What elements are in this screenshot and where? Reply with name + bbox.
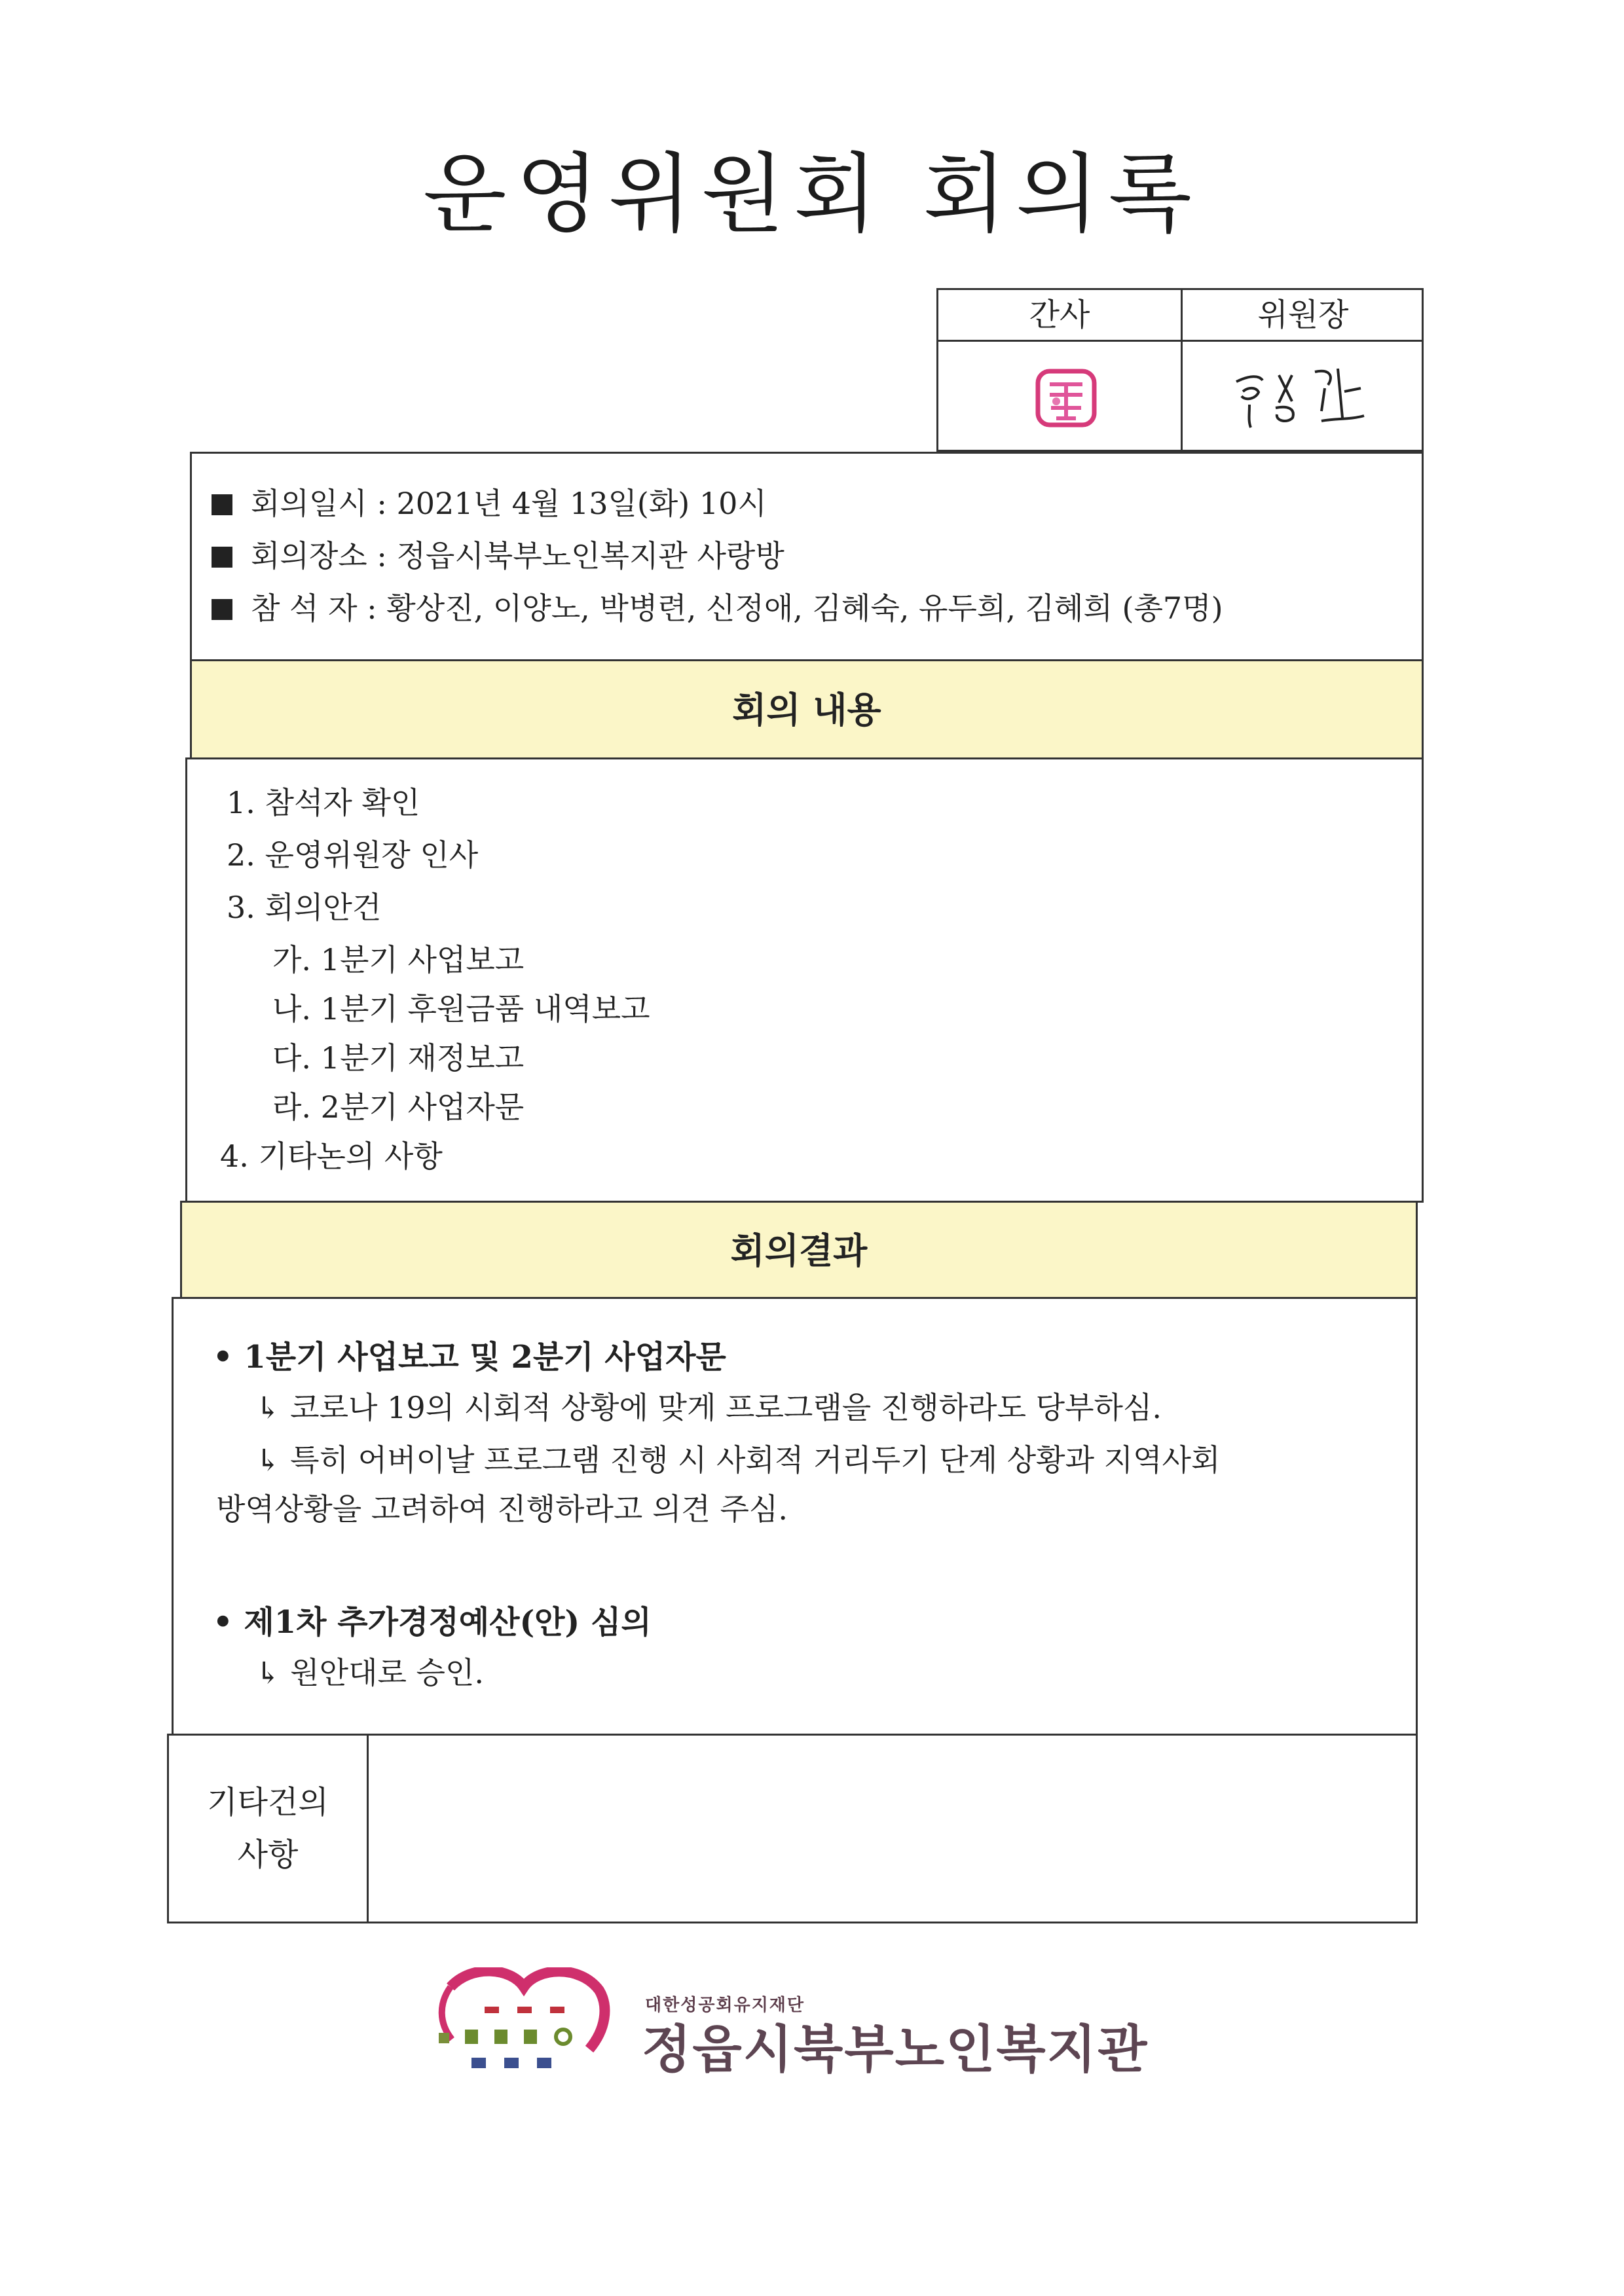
etc-label-line2: 사항 [237,1836,299,1873]
agenda-item: 2. 운영위원장 인사 [227,837,479,873]
square-bullet-icon [212,599,232,620]
agenda-item: 4. 기타논의 사항 [220,1139,443,1174]
result-topic: • 1분기 사업보고 및 2분기 사업자문 [213,1339,726,1376]
foundation-name: 대한성공회유지재단 [645,1995,805,2015]
meeting-place-row [212,532,784,575]
page-title: 운영위원회 회의록 [422,144,1202,245]
result-detail: ↳ 특히 어버이날 프로그램 진행 시 사회적 거리두기 단계 상황과 지역사회 [255,1442,1221,1478]
contents-box [185,757,1424,1203]
chair-signature [1230,355,1374,434]
result-detail: ↳ 코로나 19의 시회적 상황에 맞게 프로그램을 진행하라도 당부하심. [255,1390,1162,1425]
square-bullet-icon [212,494,232,515]
approval-label-secretary: 간사 [1029,297,1090,333]
meeting-date-row [212,480,767,523]
result-topic: • 제1차 추가경정예산(안) 심의 [213,1604,652,1641]
meeting-place: 회의장소 : 정읍시북부노인복지관 사랑방 [251,538,784,574]
etc-box [167,1734,1418,1923]
agenda-item: 1. 참석자 확인 [227,785,420,820]
agenda-subitem: 가. 1분기 사업보고 [272,942,525,977]
organization-name: 정읍시북부노인복지관 [642,2020,1149,2079]
agenda-subitem: 다. 1분기 재정보고 [272,1040,525,1076]
agenda-subitem: 라. 2분기 사업자문 [272,1089,525,1125]
meeting-date: 회의일시 : 2021년 4월 13일(화) 10시 [251,486,767,521]
result-detail: ↳ 원안대로 승인. [255,1655,485,1690]
approval-label-chair: 위원장 [1257,297,1349,333]
etc-label [169,1736,369,1922]
agenda-subitem: 나. 1분기 후원금품 내역보고 [272,991,650,1027]
result-detail: 방역상황을 고려하여 진행하라고 의견 주심. [216,1491,788,1527]
meeting-attendees: 참 석 자 : 황상진, 이양노, 박병련, 신정애, 김혜숙, 유두희, 김혜희 (총7명) [251,591,1223,626]
etc-label-line1: 기타건의 [207,1784,329,1821]
results-box [172,1297,1418,1736]
welfare-center-logo [432,1967,616,2082]
divider [938,340,1422,342]
seal-stamp [1030,362,1102,434]
approval-box [936,288,1424,452]
square-bullet-icon [212,547,232,568]
meeting-info-box [190,452,1424,661]
meeting-attendees-row [212,585,1223,628]
agenda-item: 3. 회의안건 [227,890,382,925]
results-header: 회의결과 [180,1201,1418,1299]
contents-header: 회의 내용 [190,659,1424,759]
